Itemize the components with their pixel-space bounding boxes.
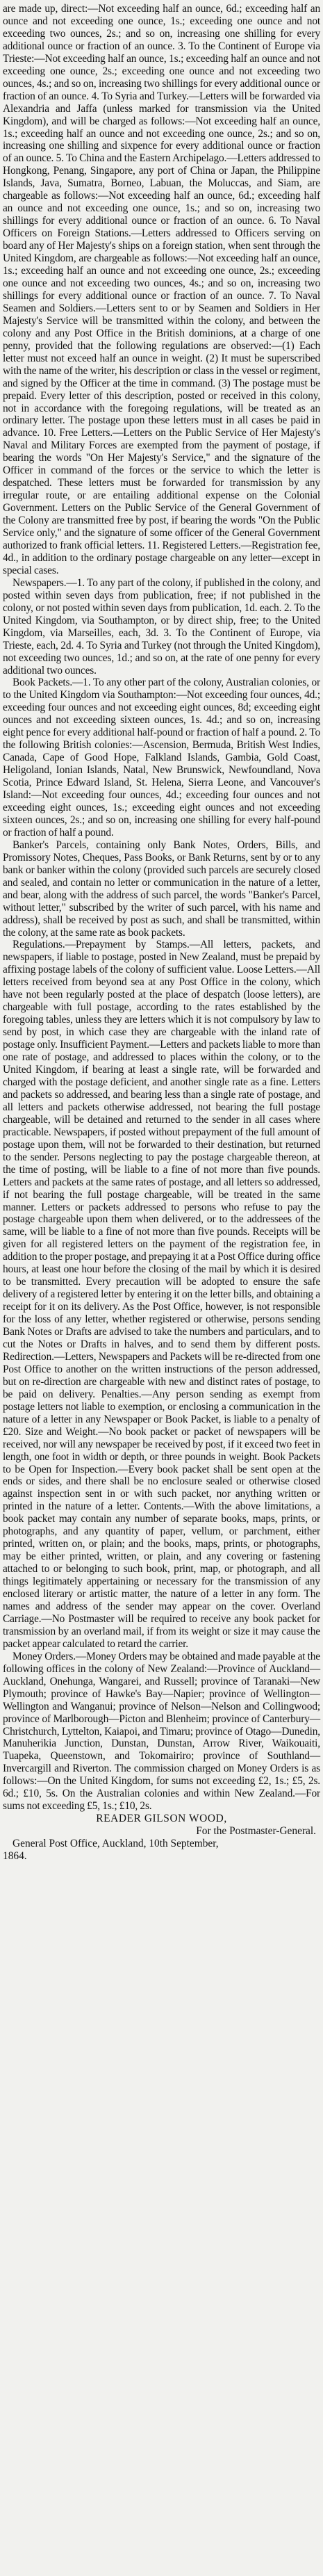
notice-signature-block	[3, 1813, 320, 1863]
money-orders-paragraph: Money Orders.—Money Orders may be obtained and made payable at the following offices in the colony of New Zealand:—Province of Auckland—Auckland, Onehunga, Wangarei, and Russell; province of Taranaki—New Plymouth; province of Hawke's Bay—Napier; province of Wellington—Wellington and Wanganui; province of Nelson—Nelson and Collingwood; province of Marlborough—Picton and Blenheim; province of Canterbury—Christchurch, Lyttelton, Kaiapoi, and Timaru; province of Otago—Dunedin, Manuherikia Junction, Dunstan, Dunstan, Arrow River, Waikouaiti, Tuapeka, Queenstown, and Tokomairiro; province of Southland—Invercargill and Riverton. The commission charged on Money Orders is as follows:—On the United Kingdom, for sums not exceeding £2, 1s.; £5, 2s. 6d.; £10, 5s. On the Australian colonies and within New Zealand.—For sums not exceeding £5, 1s.; £10, 2s.	[3, 1650, 320, 1813]
book-packets-paragraph: Book Packets.—1. To any other part of the colony, Australian colonies, or to the United Kingdom via Southampton:—Not exceeding four ounces, 4d.; exceeding four ounces and not exceeding eight ounces, 8d; exceeding eight ounces and not exceeding sixteen ounces, 1s. 4d.; and so on, increasing eight pence for every additional half-pound or fraction of half a pound. 2. To the following British colonies:—Ascension, Bermuda, British West Indies, Canada, Cape of Good Hope, Falkland Islands, Gambia, Gold Coast, Heligoland, Ionian Islands, Natal, New Brunswick, Newfoundland, Nova Scotia, Prince Edward Island, St. Helena, Sierra Leone, and Vancouver's Island:—Not exceeding four ounces, 4d.; exceeding four ounces and not exceeding eight ounces, 1s.; exceeding eight ounces and not exceeding sixteen ounces, 2s.; and so on, increasing one shilling for every half-pound or fraction of half a pound.	[3, 677, 320, 839]
notice-year: 1864.	[3, 1850, 27, 1863]
bankers-parcels-paragraph: Banker's Parcels, containing only Bank Notes, Orders, Bills, and Promissory Notes, Cheques, Pass Books, or Bank Returns, sent by or to any bank or banker within the colony (provided such parcels are securely closed and sealed, and contain no letter or communication in the nature of a letter, and bear, along with the address of such parcel, the words "Banker's Parcel, without letter," subscribed by the writer of such parcel, with his name and address), shall be received by post as such, and shall be transmitted, within the colony, at the same rate as book packets.	[3, 839, 320, 939]
regulations-paragraph: Regulations.—Prepayment by Stamps.—All letters, packets, and newspapers, if liable to postage, posted in New Zealand, must be prepaid by affixing postage labels of the colony of sufficient value. Loose Letters.—All letters received from beyond sea at any Post Office in the colony, which have not been regularly posted at the place of despatch (loose letters), are chargeable with full postage, according to the rates established by the foregoing tables, unless they are letters which it is not compulsory by law to send by post, in which case they are chargeable with the inland rate of postage only. Insufficient Payment.—Letters and packets liable to more than one rate of postage, and addressed to places within the colony, or to the United Kingdom, if bearing at least a single rate, will be forwarded and charged with the postage deficient, and another single rate as a fine. Letters and packets so addressed, and bearing less than a single rate of postage, and all letters and packets otherwise addressed, not bearing the full postage chargeable, will be detained and returned to the sender in all cases where practicable. Newspapers, if posted without prepayment of the full amount of postage upon them, will not be forwarded to their destination, but returned to the sender. Persons neglecting to pay the postage chargeable thereon, at the time of posting, will be liable to a fine of not more than five pounds. Letters and packets at the same rates of postage, and all letters so addressed, if not bearing the full postage chargeable, will be treated in the same manner. Letters or packets addressed to persons who refuse to pay the postage chargeable upon them when delivered, or to the addressees of the same, will be liable to a fine of not more than five pounds. Receipts will be given for all registered letters on the payment of the registration fee, in addition to the proper postage, and prepaying it at a Post Office during office hours, at least one hour before the closing of the mail by which it is desired to be transmitted. Every precaution will be adopted to ensure the safe delivery of a registered letter by entering it on the letter bills, and obtaining a receipt for it on its delivery. As the Post Office, however, is not responsible for the loss of any letter, whether registered or otherwise, persons sending Bank Notes or Drafts are advised to take the numbers and particulars, and to cut the Notes or Drafts in halves, and to send them by different posts. Redirection.—Letters, Newspapers and Packets will be re-directed from one Post Office to another on the written instructions of the person addressed, but on re-direction are chargeable with new and distinct rates of postage, to be paid on delivery. Penalties.—Any person sending as exempt from postage letters not liable to exemption, or enclosing a communication in the nature of a letter in any Newspaper or Book Packet, is liable to a penalty of £20. Size and Weight.—No book packet or packet of newspapers will be received, nor will any newspaper be received by post, if it exceed two feet in length, one foot in width or depth, or three pounds in weight. Book Packets to be Open for Inspection.—Every book packet shall be sent open at the ends or sides, and there shall be no enclosure sealed or otherwise closed against inspection sent in or with such packet, nor anything written or printed in the nature of a letter. Contents.—With the above limitations, a book packet may contain any number of separate books, maps, prints, or photographs, and any quantity of paper, vellum, or parchment, either printed, written on, or plain; and the books, maps, prints, or photographs, may be either printed, written, or plain, and any covering or fastening attached to or belonging to such book, print, map, or photograph, and all things legitimately appertaining or necessary for the transmission of any enclosed literary or artistic matter, the nature of a letter in any form. The names and address of the sender may appear on the cover. Overland Carriage.—No Postmaster will be required to receive any book packet for transmission by an overland mail, if from its weight or size it may cause the packet appear calculated to retard the carrier.	[3, 939, 320, 1650]
signatory-title: For the Postmaster-General.	[196, 1825, 316, 1838]
postal-notice-column	[3, 3, 320, 1813]
signatory-name: READER GILSON WOOD,	[96, 1813, 227, 1825]
letter-rates-paragraph: are made up, direct:—Not exceeding half an ounce, 6d.; exceeding half an ounce and not exceeding one ounce, 1s.; exceeding one ounce and not exceeding two ounces, 2s.; and so on, increasing one shilling for every additional ounce or fraction of an ounce. 3. To the Continent of Europe via Trieste:—Not exceeding half an ounce, 1s.; exceeding half an ounce and not exceeding one ounce, 2s.; exceeding one ounce and not exceeding two ounces, 4s.; and so on, increasing two shillings for every additional ounce or fraction of an ounce. 4. To Syria and Turkey.—Letters will be forwarded via Alexandria and Jaffa (unless marked for transmission via the United Kingdom), and will be charged as follows:—Not exceeding half an ounce, 1s.; exceeding half an ounce and not exceeding one ounce, 2s.; and so on, increasing one shilling and sixpence for every additional ounce or fraction of an ounce. 5. To China and the Eastern Archipelago.—Letters addressed to Hongkong, Penang, Singapore, any port of China or Japan, the Philippine Islands, Java, Sumatra, Borneo, Labuan, the Moluccas, and Siam, are chargeable as follows:—Not exceeding half an ounce, 6d.; exceeding half an ounce and not exceeding one ounce, 1s.; and so on, increasing two shillings for every additional ounce or fraction of an ounce. 6. To Naval Officers on Foreign Stations.—Letters addressed to Officers serving on board any of Her Majesty's ships on a foreign station, when sent through the United Kingdom, are chargeable as follows:—Not exceeding half an ounce, 1s.; exceeding half an ounce and not exceeding one ounce, 2s.; exceeding one ounce and not exceeding two ounces, 4s.; and so on, increasing two shillings for every additional ounce or fraction of an ounce. 7. To Naval Seamen and Soldiers.—Letters sent to or by Seamen and Soldiers in Her Majesty's Service will be transmitted within the colony, and between the colony and any Post Office in the British dominions, at a charge of one penny, provided that the following regulations are observed:—(1) Each letter must not exceed half an ounce in weight. (2) It must be superscribed with the name of the writer, his description or class in the vessel or regiment, and signed by the Officer at the time in command. (3) The postage must be prepaid. Every letter of this description, posted or received in this colony, not in accordance with the foregoing regulations, will be treated as an ordinary letter. The postage upon these letters must in all cases be paid in advance. 10. Free Letters.—Letters on the Public Service of Her Majesty's Naval and Military Forces are exempted from the payment of postage, if bearing the words "On Her Majesty's Service," and the signature of the Officer in command of the forces or the service to which the letter is despatched. These letters must be forwarded for transmission by any irregular route, or are entailing additional expense on the Colonial Government. Letters on the Public Service of the General Government of the Colony are transmitted free by post, if bearing the words "On the Public Service only," and the signature of some officer of the General Government authorized to frank official letters. 11. Registered Letters.—Registration fee, 4d., in addition to the ordinary postage chargeable on any letter—except in special cases.	[3, 3, 320, 576]
newspapers-paragraph: Newspapers.—1. To any part of the colony, if published in the colony, and posted within seven days from publication, free; if not published in the colony, or not posted within seven days from publication, 1d. each. 2. To the United Kingdom, via Southampton, or by direct ship, free; to the United Kingdom, via Marseilles, each, 3d. 3. To the Continent of Europe, via Trieste, each, 2d. 4. To Syria and Turkey (not through the United Kingdom), not exceeding two ounces, 1d.; and so on, at the rate of one penny for every additional two ounces.	[3, 576, 320, 677]
notice-dateline: General Post Office, Auckland, 10th September,	[13, 1838, 219, 1850]
